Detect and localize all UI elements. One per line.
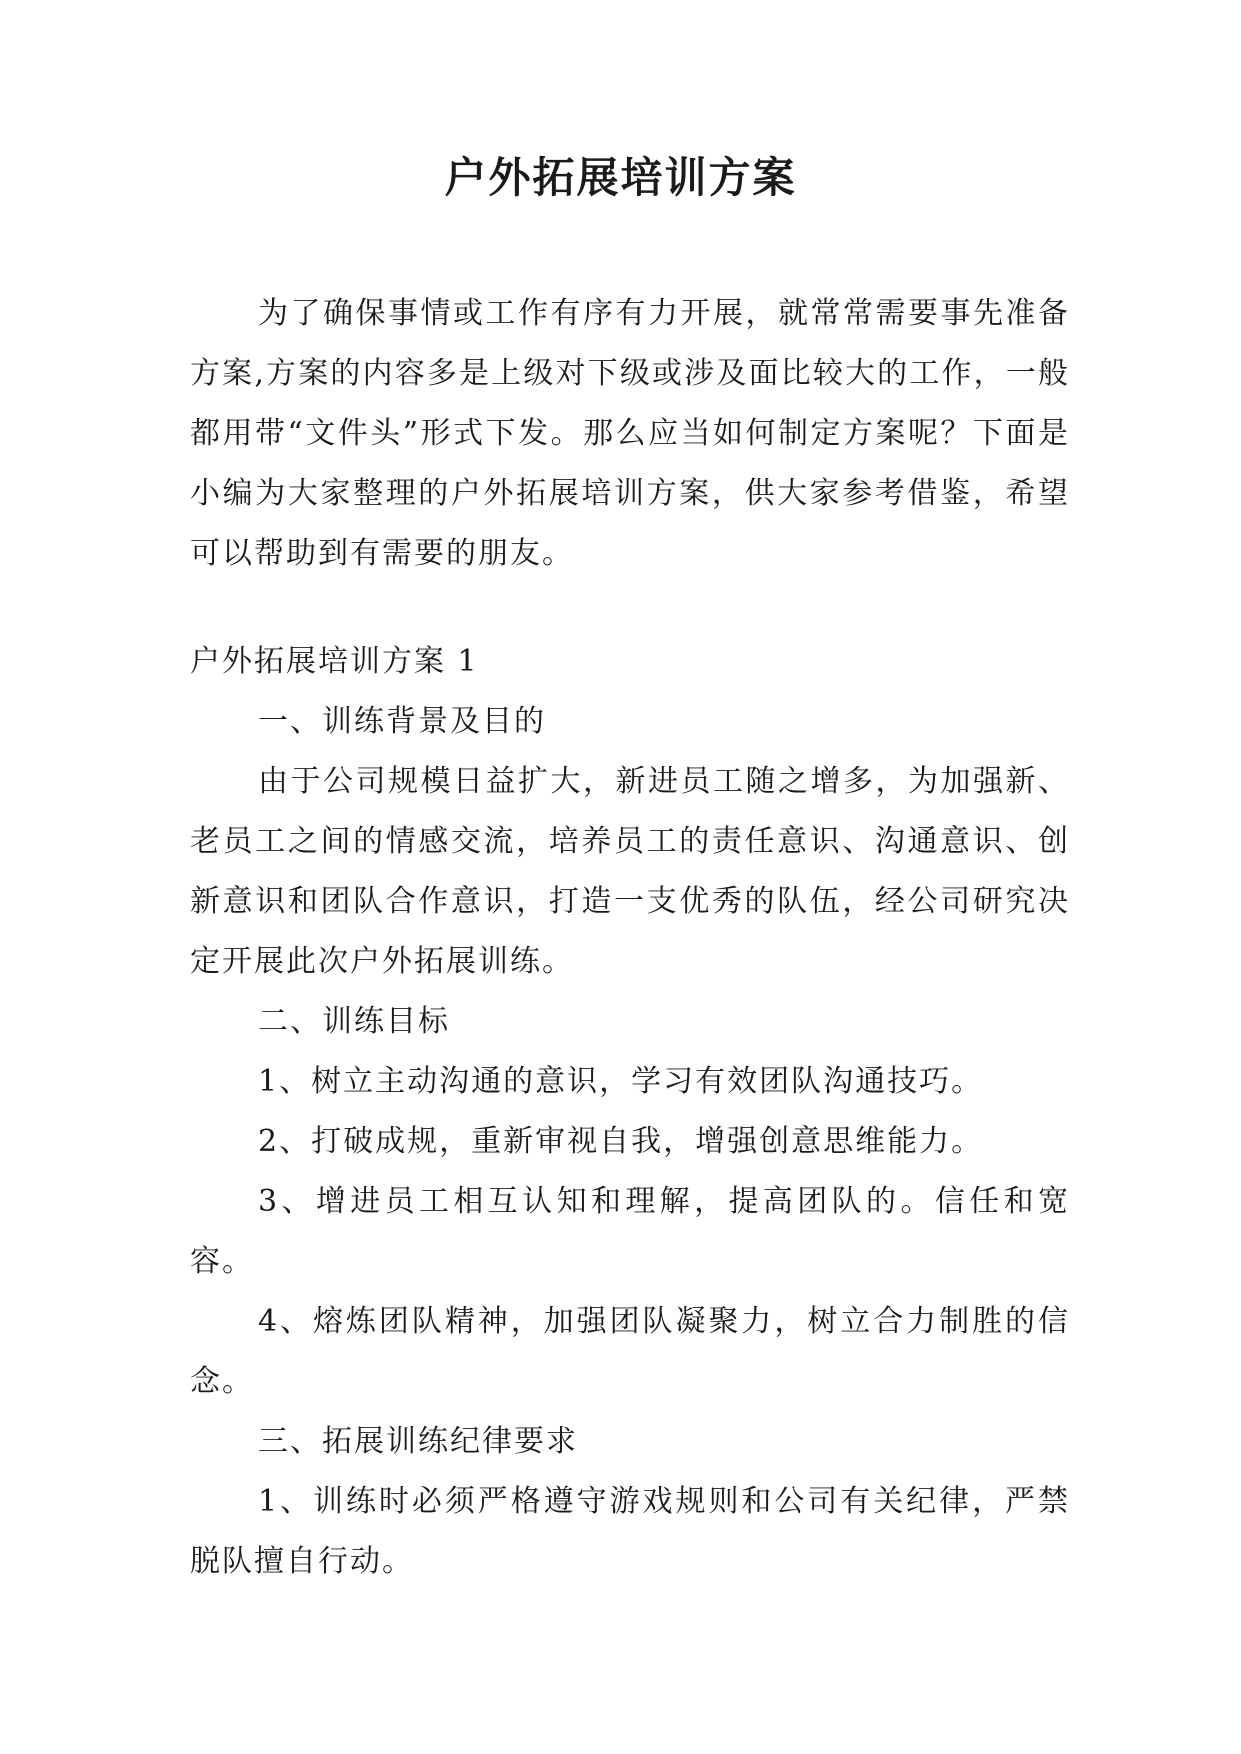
paragraph-background: 由于公司规模日益扩大，新进员工随之增多，为加强新、老员工之间的情感交流，培养员工的责任意识、沟通意识、创新意识和团队合作意识，打造一支优秀的队伍，经公司研究决定开展此次户外拓展训练。 xyxy=(190,764,1070,979)
heading-goals: 二、训练目标 xyxy=(258,1004,450,1039)
section-title: 户外拓展培训方案 1 xyxy=(190,644,479,679)
goal-item-2: 2、打破成规，重新审视自我，增强创意思维能力。 xyxy=(258,1124,984,1159)
discipline-item-1: 1、训练时必须严格遵守游戏规则和公司有关纪律，严禁脱队擅自行动。 xyxy=(190,1484,1070,1579)
goal-item-3: 3、增进员工相互认知和理解，提高团队的。信任和宽容。 xyxy=(190,1184,1070,1279)
heading-discipline: 三、拓展训练纪律要求 xyxy=(258,1424,578,1459)
goal-item-4: 4、熔炼团队精神，加强团队凝聚力，树立合力制胜的信念。 xyxy=(190,1304,1070,1399)
heading-background: 一、训练背景及目的 xyxy=(258,704,546,739)
main-content xyxy=(190,632,1070,1592)
intro-paragraph: 为了确保事情或工作有序有力开展，就常常需要事先准备方案,方案的内容多是上级对下级或涉及面比较大的工作，一般都用带“文件头”形式下发。那么应当如何制定方案呢？下面是小编为大家整理的户外拓展培训方案，供大家参考借鉴，希望可以帮助到有需要的朋友。 xyxy=(190,296,1070,571)
intro-block xyxy=(190,284,1070,584)
document-title: 户外拓展培训方案 xyxy=(444,153,797,202)
goal-item-1: 1、树立主动沟通的意识，学习有效团队沟通技巧。 xyxy=(258,1064,984,1099)
